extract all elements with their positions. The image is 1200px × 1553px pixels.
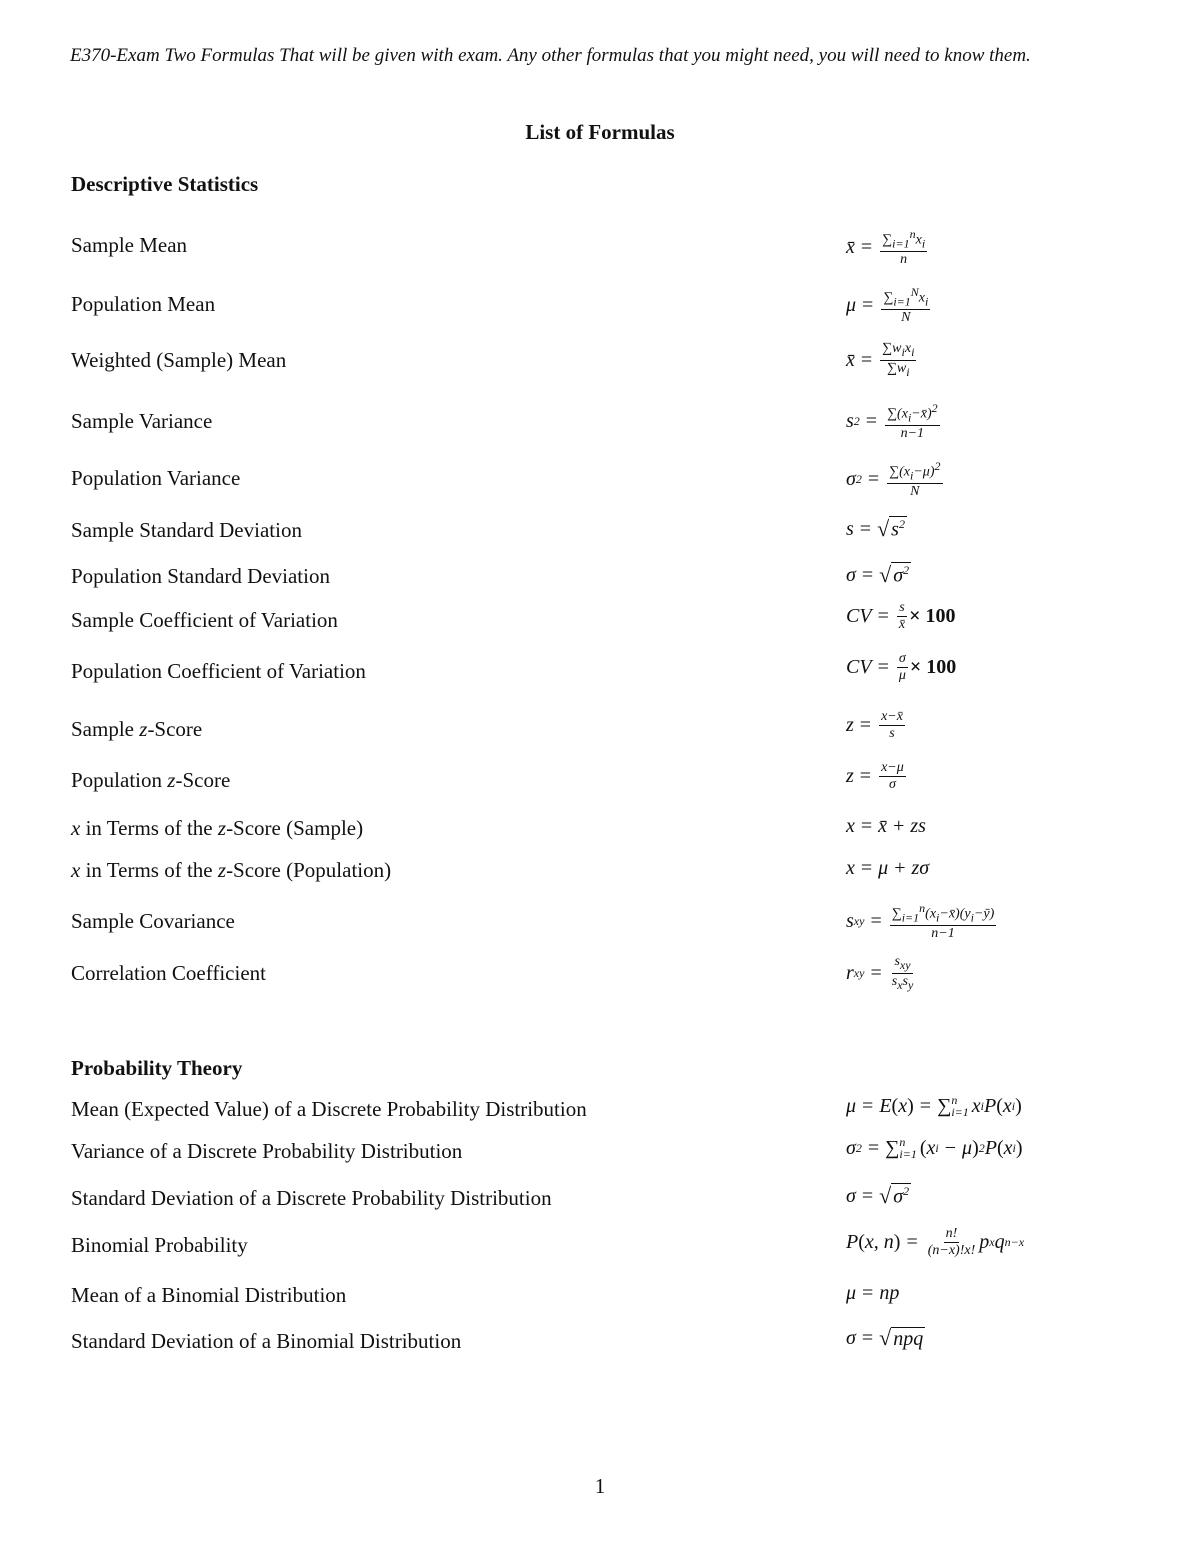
formula-weighted-mean: x̄ = $\frac{\sum w_ix_i}{\sum w_i}$ [846, 341, 915, 379]
label-x-zscore-sample: x in Terms of the z-Score (Sample) [71, 816, 364, 840]
formula-correlation: r xy = $\frac{s_{xy}}{s_xs_y}$ [846, 954, 914, 992]
formula-population-cv: CV = $\frac{\sigma}{\mu}$ × 100 [846, 651, 957, 683]
formula-population-mean: μ = $\frac{\sum_{i=1}^Nx_i}{N}$ [846, 285, 929, 326]
label-population-cv: Population Coefficient of Variation [71, 659, 366, 683]
page-title: List of Formulas [525, 120, 675, 144]
label-sample-mean: Sample Mean [71, 233, 188, 257]
header-note: E370-Exam Two Formulas That will be given with exam. Any other formulas that you might need, you will need to know them. [70, 45, 1031, 66]
label-population-std: Population Standard Deviation [71, 564, 330, 588]
formula-binomial-mean: μ = np [846, 1282, 900, 1304]
formula-sample-mean: x̄ = $\frac{\sum_{i=1}^nx_i}{n}$ [846, 227, 926, 268]
label-binomial-mean: Mean of a Binomial Distribution [71, 1283, 347, 1307]
label-binomial-std: Standard Deviation of a Binomial Distribution [71, 1329, 462, 1353]
label-population-zscore: Population z-Score [71, 768, 231, 792]
label-sample-covariance: Sample Covariance [71, 909, 235, 933]
formula-x-zscore-population: x = μ + zσ [846, 857, 930, 879]
formula-sample-zscore: z = $\frac{x-x̄}{s}$ [846, 709, 903, 741]
formula-sample-std: s = √ $s^2$ [846, 516, 905, 541]
page-number: 1 [594, 1474, 606, 1498]
label-discrete-std: Standard Deviation of a Discrete Probability Distribution [71, 1186, 552, 1210]
formula-binomial-std: σ = √ npq [846, 1325, 924, 1350]
formula-sample-covariance: s xy = $\frac{\sum_{i=1}^n(x_i-x̄)(y_i-ȳ)}{n-1}$ [846, 901, 995, 942]
label-population-mean: Population Mean [71, 292, 216, 316]
label-x-zscore-population: x in Terms of the z-Score (Population) [71, 858, 392, 882]
formula-discrete-mean: μ = E ( x ) = ∑ n i=1 x i P ( x i ) [846, 1093, 1022, 1119]
formula-population-variance: σ 2 = $\frac{\sum(x_i-\mu)^2}{N}$ [846, 459, 941, 500]
formula-sample-cv: CV = $\frac{s}{x̄}$ × 100 [846, 600, 956, 632]
label-discrete-variance: Variance of a Discrete Probability Distribution [71, 1139, 463, 1163]
formula-population-zscore: z = $\frac{x-\mu}{\sigma}$ [846, 760, 904, 792]
label-sample-zscore: Sample z-Score [71, 717, 203, 741]
label-binomial-probability: Binomial Probability [71, 1233, 248, 1257]
section-heading-probability: Probability Theory [71, 1056, 243, 1080]
label-sample-std: Sample Standard Deviation [71, 518, 302, 542]
label-discrete-mean: Mean (Expected Value) of a Discrete Probability Distribution [71, 1097, 587, 1121]
label-weighted-mean: Weighted (Sample) Mean [71, 348, 287, 372]
label-sample-cv: Sample Coefficient of Variation [71, 608, 338, 632]
formula-population-std: σ = √ $\sigma^2$ [846, 562, 910, 587]
label-correlation: Correlation Coefficient [71, 961, 266, 985]
formula-binomial-probability: P ( x, n ) = $\frac{n!}{(n-x)!x!}$ p x q n−x [846, 1226, 1025, 1258]
formula-x-zscore-sample: x = x̄ + zs [846, 815, 926, 837]
label-population-variance: Population Variance [71, 466, 241, 490]
formula-discrete-std: σ = √ $\sigma^2$ [846, 1183, 910, 1208]
label-sample-variance: Sample Variance [71, 409, 213, 433]
section-heading-descriptive: Descriptive Statistics [71, 172, 259, 196]
formula-discrete-variance: σ 2 = ∑ n i=1 ( x i − μ ) 2 P ( x i ) [846, 1135, 1023, 1161]
formula-sample-variance: s 2 = $\frac{\sum(x_i-x̄)^2}{n-1}$ [846, 401, 938, 442]
